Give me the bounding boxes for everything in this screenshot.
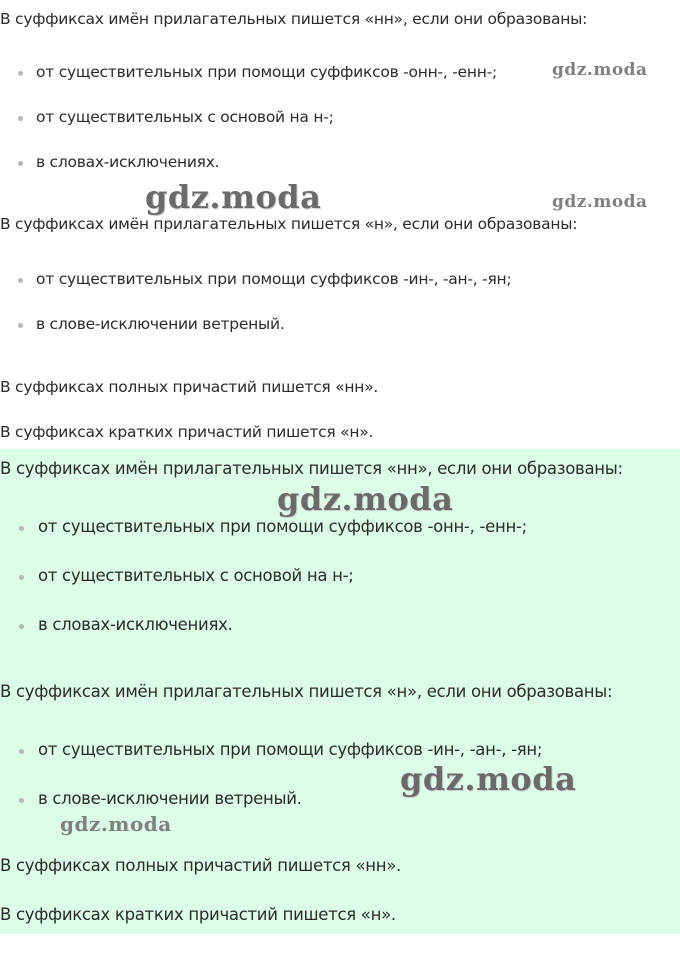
- paragraph-n-rule: В суффиксах имён прилагательных пишется «н», если они образованы:: [0, 215, 578, 233]
- paragraph-full-participles: В суффиксах полных причастий пишется «нн».: [0, 856, 401, 875]
- bullet-icon: [18, 323, 23, 328]
- bullet-icon: [18, 161, 23, 166]
- paragraph-n-rule: В суффиксах имён прилагательных пишется «н», если они образованы:: [0, 682, 613, 701]
- paragraph-short-participles: В суффиксах кратких причастий пишется «н».: [0, 905, 396, 924]
- watermark: gdz.moda: [60, 812, 172, 836]
- bullet-icon: [19, 749, 24, 754]
- bullet-icon: [18, 71, 23, 76]
- paragraph-nn-rule: В суффиксах имён прилагательных пишется «нн», если они образованы:: [0, 459, 623, 478]
- list-item: от существительных с основой на н-;: [36, 108, 334, 126]
- bullet-icon: [19, 526, 24, 531]
- list-item: от существительных с основой на н-;: [38, 566, 354, 585]
- bullet-icon: [19, 575, 24, 580]
- bullet-icon: [19, 798, 24, 803]
- list-item: в словах-исключениях.: [36, 153, 220, 171]
- list-item: в слове-исключении ветреный.: [38, 789, 302, 808]
- watermark: gdz.moda: [552, 60, 648, 80]
- paragraph-full-participles: В суффиксах полных причастий пишется «нн».: [0, 378, 379, 396]
- list-item: от существительных при помощи суффиксов -онн-, -енн-;: [38, 517, 527, 536]
- bullet-icon: [18, 278, 23, 283]
- paragraph-nn-rule: В суффиксах имён прилагательных пишется «нн», если они образованы:: [0, 10, 588, 28]
- list-item: от существительных при помощи суффиксов -ин-, -ан-, -ян;: [38, 740, 543, 759]
- watermark: gdz.moda: [400, 760, 577, 798]
- bullet-icon: [18, 116, 23, 121]
- list-item: в слове-исключении ветреный.: [36, 315, 285, 333]
- bullet-icon: [19, 624, 24, 629]
- watermark: gdz.moda: [277, 480, 454, 518]
- list-item: от существительных при помощи суффиксов -ин-, -ан-, -ян;: [36, 270, 512, 288]
- paragraph-short-participles: В суффиксах кратких причастий пишется «н».: [0, 423, 374, 441]
- list-item: в словах-исключениях.: [38, 615, 233, 634]
- watermark: gdz.moda: [552, 192, 648, 212]
- watermark: gdz.moda: [145, 178, 322, 216]
- list-item: от существительных при помощи суффиксов -онн-, -енн-;: [36, 63, 497, 81]
